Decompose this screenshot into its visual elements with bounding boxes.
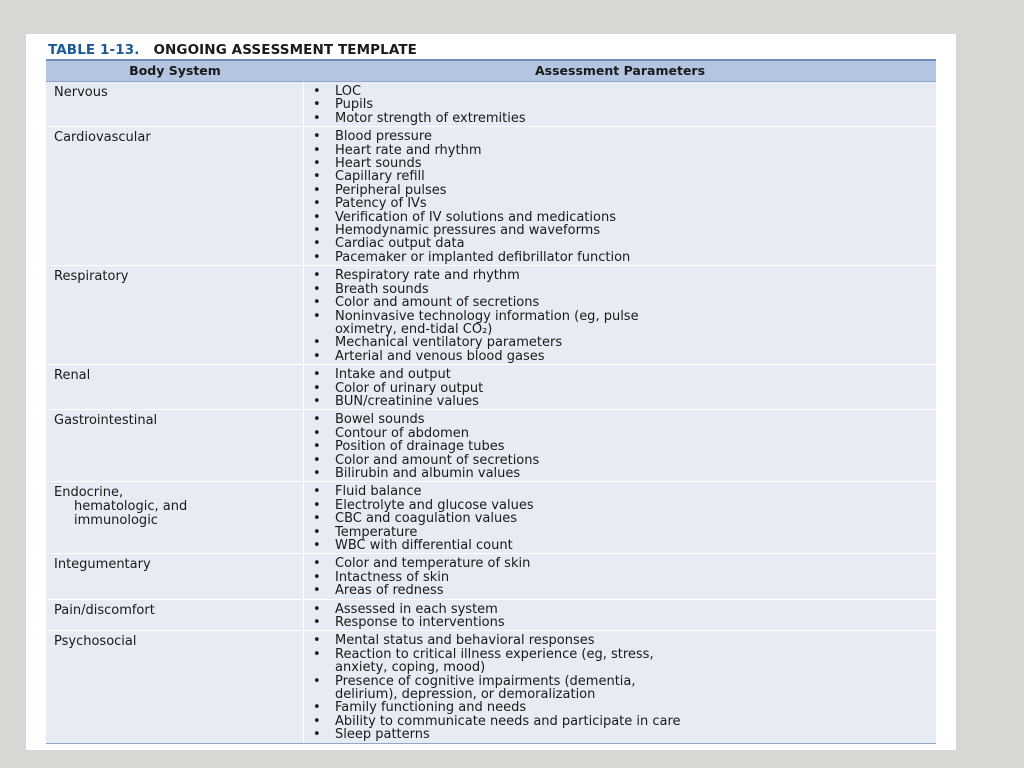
parameter-list	[304, 554, 936, 598]
bullet-icon: •	[313, 268, 321, 284]
parameter-item	[304, 526, 936, 539]
parameter-item	[304, 112, 936, 125]
bullet-icon: •	[313, 308, 321, 324]
parameter-item	[304, 310, 936, 337]
body-system-cell	[46, 600, 304, 631]
parameter-item	[304, 499, 936, 512]
parameter-text: CBC and coagulation values	[335, 511, 518, 527]
table-label: TABLE 1-13.	[48, 42, 140, 58]
body-system-text: Psychosocial	[54, 634, 137, 650]
table-title: ONGOING ASSESSMENT TEMPLATE	[153, 42, 417, 58]
bullet-icon: •	[313, 142, 321, 158]
parameter-text: Ability to communicate needs and participate in care	[335, 713, 681, 729]
parameter-item	[304, 440, 936, 453]
parameter-item	[304, 728, 936, 741]
parameter-text: BUN/creatinine values	[335, 393, 479, 409]
body-system-text: Endocrine,	[54, 485, 124, 501]
bullet-icon: •	[313, 673, 321, 689]
table-row	[46, 127, 936, 266]
body-system-cell	[46, 127, 304, 265]
parameter-item	[304, 454, 936, 467]
parameter-text: Patency of IVs	[335, 196, 427, 212]
slide	[26, 34, 956, 750]
bullet-icon: •	[313, 335, 321, 351]
bullet-icon: •	[313, 281, 321, 297]
bullet-icon: •	[313, 97, 321, 113]
parameter-text: Temperature	[335, 524, 418, 540]
parameter-item	[304, 283, 936, 296]
bullet-icon: •	[313, 223, 321, 239]
bullet-icon: •	[313, 569, 321, 585]
body-system-text: Renal	[54, 368, 91, 384]
parameter-text: Arterial and venous blood gases	[335, 348, 545, 364]
parameter-item	[304, 224, 936, 237]
parameter-item	[304, 616, 936, 629]
parameter-text: Contour of abdomen	[335, 425, 470, 441]
bullet-icon: •	[313, 209, 321, 225]
parameter-item	[304, 395, 936, 408]
parameter-text: Fluid balance	[335, 484, 422, 500]
body-system-text: Nervous	[54, 85, 108, 100]
parameter-list	[304, 482, 936, 553]
bullet-icon: •	[313, 249, 321, 265]
bullet-icon: •	[313, 84, 321, 99]
parameter-item	[304, 130, 936, 143]
parameter-text: Respiratory rate and rhythm	[335, 268, 520, 284]
parameter-list	[304, 82, 936, 126]
body-system-cell	[46, 410, 304, 481]
parameter-list	[304, 631, 936, 742]
parameter-item	[304, 584, 936, 597]
parameter-item	[304, 211, 936, 224]
parameter-text: Cardiac output data	[335, 236, 465, 252]
bullet-icon: •	[313, 110, 321, 126]
bullet-icon: •	[313, 412, 321, 428]
parameter-item	[304, 237, 936, 250]
parameter-text: Sleep patterns	[335, 727, 430, 743]
parameter-text: Color and amount of secretions	[335, 295, 540, 311]
bullet-icon: •	[313, 439, 321, 455]
parameter-text: Breath sounds	[335, 281, 429, 297]
parameter-item	[304, 184, 936, 197]
table-row	[46, 410, 936, 482]
table-row	[46, 482, 936, 554]
parameter-text: anxiety, coping, mood)	[335, 660, 486, 676]
parameter-item	[304, 539, 936, 552]
parameter-text: Mental status and behavioral responses	[335, 633, 595, 649]
body-system-text: Respiratory	[54, 269, 129, 285]
bullet-icon: •	[313, 465, 321, 481]
parameter-text: Intake and output	[335, 367, 451, 383]
parameter-item	[304, 603, 936, 616]
bullet-icon: •	[313, 393, 321, 409]
parameter-text: WBC with differential count	[335, 538, 513, 553]
parameter-item	[304, 382, 936, 395]
body-system-cell	[46, 266, 304, 364]
parameter-list	[304, 410, 936, 481]
parameter-text: LOC	[335, 84, 362, 99]
bullet-icon: •	[313, 556, 321, 572]
parameter-text: Electrolyte and glucose values	[335, 497, 534, 513]
bullet-icon: •	[313, 713, 321, 729]
parameter-text: Areas of redness	[335, 583, 444, 599]
table-body	[46, 82, 936, 743]
bullet-icon: •	[313, 295, 321, 311]
parameter-text: Presence of cognitive impairments (dementia,	[335, 673, 636, 689]
body-system-text: Integumentary	[54, 557, 151, 573]
bullet-icon: •	[313, 380, 321, 396]
bullet-icon: •	[313, 700, 321, 716]
table-row	[46, 266, 936, 365]
parameter-item	[304, 634, 936, 647]
parameter-item	[304, 157, 936, 170]
parameter-item	[304, 98, 936, 111]
parameter-list	[304, 127, 936, 265]
parameter-list	[304, 266, 936, 364]
parameter-text: Capillary refill	[335, 169, 425, 185]
parameter-text: Intactness of skin	[335, 569, 450, 585]
parameter-item	[304, 85, 936, 98]
parameter-item	[304, 296, 936, 309]
bullet-icon: •	[313, 196, 321, 212]
parameter-item	[304, 557, 936, 570]
bullet-icon: •	[313, 497, 321, 513]
bullet-icon: •	[313, 601, 321, 617]
parameter-item	[304, 427, 936, 440]
parameter-text: Motor strength of extremities	[335, 110, 526, 126]
assessment-table	[46, 59, 936, 744]
bullet-icon: •	[313, 538, 321, 553]
parameter-text: Peripheral pulses	[335, 182, 447, 198]
bullet-icon: •	[313, 236, 321, 252]
parameter-item	[304, 485, 936, 498]
parameter-item	[304, 144, 936, 157]
parameter-item	[304, 413, 936, 426]
parameter-item	[304, 269, 936, 282]
parameter-text: oximetry, end-tidal CO₂)	[335, 321, 493, 337]
body-system-cell	[46, 554, 304, 598]
bullet-icon: •	[313, 511, 321, 527]
parameter-list	[304, 600, 936, 631]
parameter-text: Position of drainage tubes	[335, 439, 505, 455]
parameter-item	[304, 251, 936, 264]
parameter-text: Bilirubin and albumin values	[335, 465, 521, 481]
parameter-text: Blood pressure	[335, 129, 432, 145]
table-caption	[48, 39, 417, 61]
parameter-text: Assessed in each system	[335, 601, 498, 617]
parameter-text: Verification of IV solutions and medications	[335, 209, 616, 225]
parameter-item	[304, 512, 936, 525]
bullet-icon: •	[313, 367, 321, 383]
parameter-text: Heart rate and rhythm	[335, 142, 482, 158]
parameter-item	[304, 197, 936, 210]
parameter-text: Mechanical ventilatory parameters	[335, 335, 563, 351]
parameter-text: delirium), depression, or demoralization	[335, 687, 596, 703]
parameter-text: Response to interventions	[335, 615, 505, 631]
bullet-icon: •	[313, 615, 321, 631]
parameter-list	[304, 365, 936, 409]
body-system-text: immunologic	[74, 513, 158, 529]
parameter-item	[304, 467, 936, 480]
parameter-item	[304, 675, 936, 702]
bullet-icon: •	[313, 348, 321, 364]
parameter-text: Pacemaker or implanted defibrillator function	[335, 249, 631, 265]
body-system-cell	[46, 82, 304, 126]
parameter-text: Hemodynamic pressures and waveforms	[335, 223, 601, 239]
parameter-text: Color and temperature of skin	[335, 556, 531, 572]
bullet-icon: •	[313, 182, 321, 198]
parameter-text: Color and amount of secretions	[335, 452, 540, 468]
bullet-icon: •	[313, 452, 321, 468]
bullet-icon: •	[313, 727, 321, 743]
parameter-text: Reaction to critical illness experience (eg, stress,	[335, 646, 654, 662]
table-row	[46, 554, 936, 599]
parameter-item	[304, 715, 936, 728]
parameter-item	[304, 368, 936, 381]
bullet-icon: •	[313, 524, 321, 540]
parameter-text: Bowel sounds	[335, 412, 425, 428]
parameter-item	[304, 336, 936, 349]
table-row	[46, 600, 936, 632]
parameter-text: Color of urinary output	[335, 380, 484, 396]
body-system-cell	[46, 482, 304, 553]
table-header-row	[46, 59, 936, 82]
parameter-item	[304, 701, 936, 714]
body-system-text: Pain/discomfort	[54, 602, 155, 618]
body-system-text: Gastrointestinal	[54, 413, 158, 429]
parameter-text: Family functioning and needs	[335, 700, 527, 716]
table-row	[46, 631, 936, 742]
bullet-icon: •	[313, 484, 321, 500]
header-assessment-parameters: Assessment Parameters	[534, 63, 706, 78]
parameter-item	[304, 648, 936, 675]
bullet-icon: •	[313, 646, 321, 662]
body-system-text: Cardiovascular	[54, 130, 151, 146]
header-body-system: Body System	[129, 63, 221, 78]
bullet-icon: •	[313, 156, 321, 172]
bullet-icon: •	[313, 633, 321, 649]
bullet-icon: •	[313, 129, 321, 145]
body-system-text: hematologic, and	[74, 499, 188, 515]
body-system-cell	[46, 631, 304, 742]
parameter-item	[304, 170, 936, 183]
body-system-cell	[46, 365, 304, 409]
parameter-item	[304, 571, 936, 584]
bullet-icon: •	[313, 169, 321, 185]
bullet-icon: •	[313, 583, 321, 599]
table-row	[46, 82, 936, 127]
parameter-item	[304, 350, 936, 363]
parameter-text: Heart sounds	[335, 156, 422, 172]
parameter-text: Pupils	[335, 97, 374, 113]
bullet-icon: •	[313, 425, 321, 441]
table-row	[46, 365, 936, 410]
parameter-text: Noninvasive technology information (eg, pulse	[335, 308, 639, 324]
